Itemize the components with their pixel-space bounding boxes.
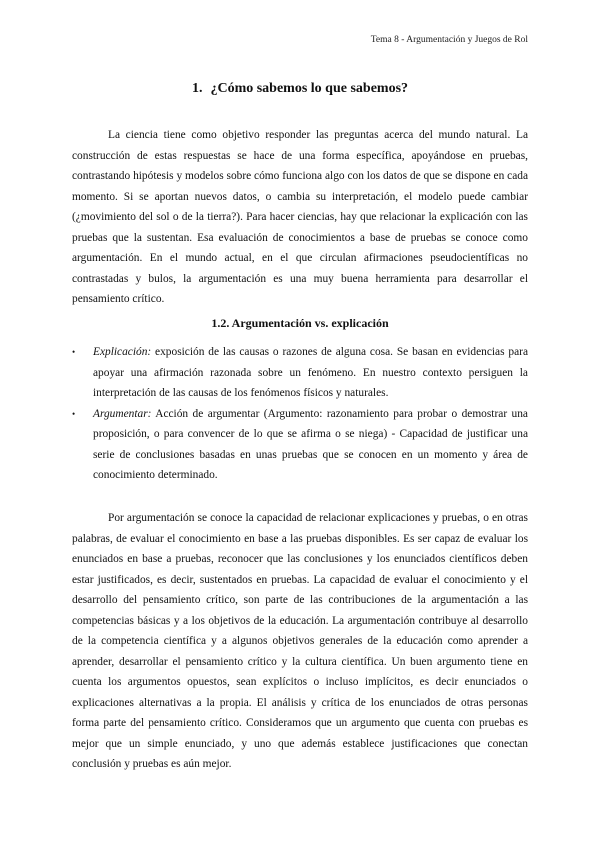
- list-item: [72, 404, 528, 486]
- body-paragraph: Por argumentación se conoce la capacidad de relacionar explicaciones y pruebas, o en otras palabras, de evaluar el conocimiento en base a las pruebas disponibles. Es ser capaz de evaluar los enunciados en base a pruebas, reconocer que las conclusiones y los enunciados científicos deben estar justificados, es decir, sustentados en pruebas. La capacidad de evaluar el conocimiento y el desarrollo del pensamiento crítico, son parte de las contribuciones de la argumentación a las competencias básicas y a los objetivos de la educación. La argumentación contribuye al desarrollo de la competencia científica y a algunos objetivos generales de la educación como aprender a aprender, desarrollar el pensamiento crítico y la cultura científica. Un buen argumento tiene en cuenta los argumentos opuestos, sean explícitos o incluso implícitos, es decir enunciados o explicaciones alternativas a la propia. El análisis y crítica de los enunciados de otras personas forma parte del pensamiento crítico. Consideramos que un argumento que cuenta con pruebas es mejor que un simple enunciado, y uno que además establece justificaciones que conectan conclusión y pruebas es aún mejor.: [72, 512, 528, 771]
- definition-term: Explicación:: [93, 346, 152, 358]
- section-title-text: ¿Cómo sabemos lo que sabemos?: [210, 81, 409, 96]
- subsection-title: 1.2. Argumentación vs. explicación: [211, 316, 389, 330]
- bullet-icon: •: [72, 347, 76, 357]
- list-item: [72, 342, 528, 404]
- intro-paragraph: La ciencia tiene como objetivo responder las preguntas acerca del mundo natural. La construcción de estas respuestas se hace de una forma específica, apoyándose en pruebas, contrastando hipótesis y modelos sobre cómo funciona algo con los datos de que se dispone en cada momento. Si se aportan nuevos datos, o cambia su interpretación, el modelo puede cambiar (¿movimiento del sol o de la tierra?). Para hacer ciencias, hay que relacionar la explicación con las pruebas que la sustentan. Esa evaluación de conocimientos a base de pruebas se conoce como argumentación. En el mundo actual, en el que circulan afirmaciones pseudocientíficas no contrastadas y bulos, la argumentación es una muy buena herramienta para desarrollar el pensamiento crítico.: [72, 129, 528, 306]
- section-number: 1.: [191, 81, 203, 96]
- definition-term: Argumentar:: [93, 407, 152, 420]
- section-title: [0, 81, 600, 97]
- definition-list: [72, 342, 528, 486]
- definition-text: Acción de argumentar (Argumento: razonamiento para probar o demostrar una proposición, o para convencer de lo que se afirma o se niega) - Capacidad de justificar una serie de conclusiones basadas en unas pruebas que se conocen en un momento y área de conocimiento determinado.: [93, 407, 528, 481]
- definition-text: exposición de las causas o razones de alguna cosa. Se basan en evidencias para apoyar una afirmación razonada sobre un fenómeno. En nuestro contexto persiguen la interpretación de las causas de los fenómenos físicos y naturales.: [93, 346, 528, 399]
- bullet-icon: •: [72, 408, 76, 419]
- running-header: Tema 8 - Argumentación y Juegos de Rol: [370, 35, 528, 45]
